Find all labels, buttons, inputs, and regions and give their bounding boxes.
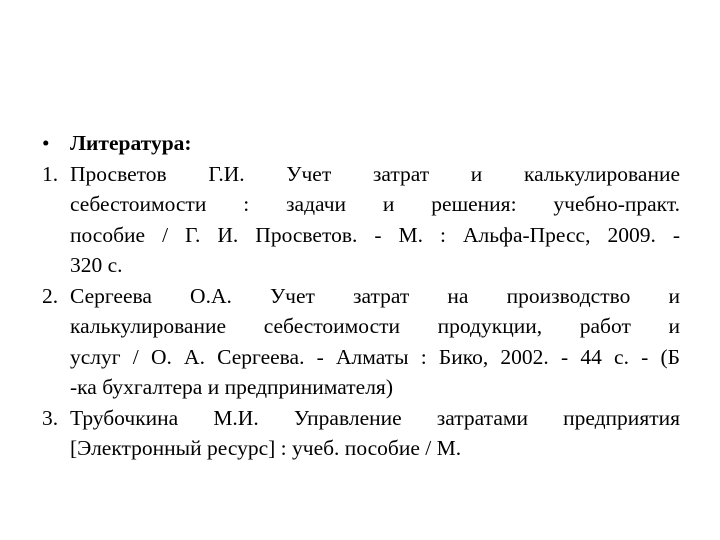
text-line: калькулирование себестоимости продукции, работ и: [70, 314, 680, 338]
list-item: [42, 159, 680, 281]
text-line: 320 с.: [70, 253, 123, 277]
list-item: [42, 403, 680, 464]
heading-row: [42, 128, 680, 159]
list-item-text: [70, 281, 680, 403]
list-item: [42, 281, 680, 403]
section-heading: Литература:: [70, 131, 192, 155]
bullet-marker: •: [42, 131, 50, 155]
text-line: [Электронный ресурс] : учеб. пособие / М.: [70, 436, 462, 460]
text-line: Просветов Г.И. Учет затрат и калькулирование: [70, 161, 680, 186]
text-line: Сергеева О.А. Учет затрат на производство и: [70, 283, 680, 308]
text-line: Трубочкина М.И. Управление затратами предприятия: [70, 405, 680, 430]
list-number: 1.: [42, 161, 59, 186]
text-line: услуг / О. А. Сергеева. - Алматы : Бико, 2002. - 44 с. - (Б: [70, 344, 680, 369]
text-line: пособие / Г. И. Просветов. - М. : Альфа-Пресс, 2009. -: [70, 222, 680, 247]
text-line: себестоимости : задачи и решения: учебно-практ.: [70, 192, 680, 216]
text-line: -ка бухгалтера и предпринимателя): [70, 375, 393, 399]
list-item-text: [70, 159, 680, 281]
bibliography-list: [42, 128, 680, 464]
list-item-text: [70, 403, 680, 464]
list-number: 2.: [42, 283, 59, 308]
list-number: 3.: [42, 405, 59, 430]
